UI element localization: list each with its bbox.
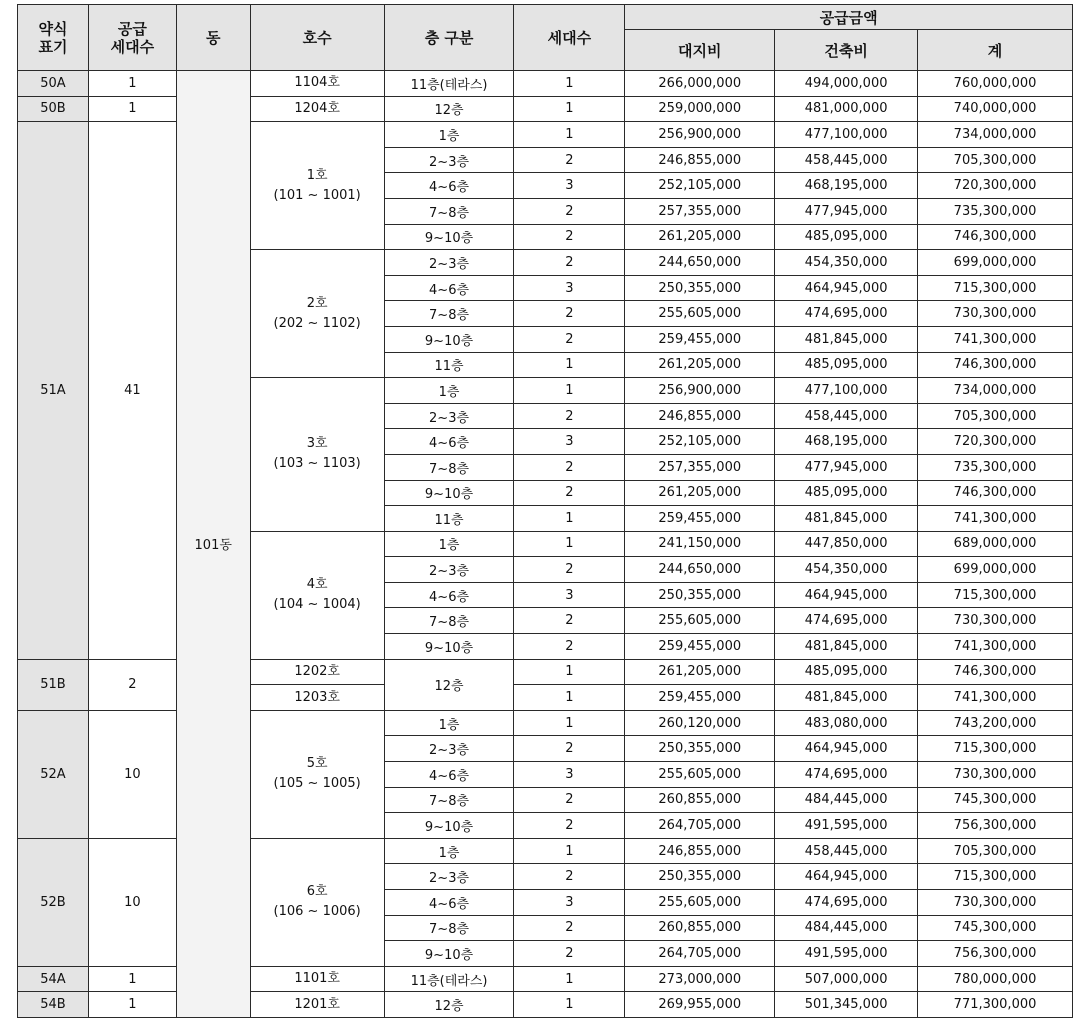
households-cell: 3: [514, 429, 625, 455]
households-cell: 1: [514, 838, 625, 864]
type-cell: 50B: [18, 96, 89, 122]
total-price-cell: 741,300,000: [918, 634, 1073, 660]
land-price-cell: 257,355,000: [625, 198, 775, 224]
supply-units-cell: 10: [88, 710, 176, 838]
unit-cell: [250, 685, 384, 711]
unit-cell: [250, 250, 384, 378]
unit-label: 1101호: [294, 971, 340, 987]
households-cell: 1: [514, 531, 625, 557]
land-price-cell: 255,605,000: [625, 301, 775, 327]
total-price-cell: 740,000,000: [918, 96, 1073, 122]
header-total: 계: [918, 30, 1073, 71]
households-cell: 1: [514, 71, 625, 97]
building-price-cell: 484,445,000: [775, 915, 918, 941]
unit-label: 2호: [306, 295, 328, 311]
households-cell: 2: [514, 250, 625, 276]
households-cell: 2: [514, 326, 625, 352]
land-price-cell: 256,900,000: [625, 378, 775, 404]
land-price-cell: 250,355,000: [625, 864, 775, 890]
total-price-cell: 720,300,000: [918, 173, 1073, 199]
building-price-cell: 477,100,000: [775, 122, 918, 148]
households-cell: 1: [514, 378, 625, 404]
supply-units-cell: 1: [88, 96, 176, 122]
building-price-cell: 458,445,000: [775, 838, 918, 864]
land-price-cell: 246,855,000: [625, 147, 775, 173]
land-price-cell: 255,605,000: [625, 890, 775, 916]
total-price-cell: 746,300,000: [918, 352, 1073, 378]
supply-units-cell: 2: [88, 659, 176, 710]
total-price-cell: 715,300,000: [918, 582, 1073, 608]
households-cell: 3: [514, 275, 625, 301]
supply-price-table: [17, 4, 1073, 1018]
total-price-cell: 720,300,000: [918, 429, 1073, 455]
unit-label: 4호: [306, 577, 328, 593]
floor-cell: 1층: [384, 378, 514, 404]
floor-cell: 4~6층: [384, 582, 514, 608]
total-price-cell: 699,000,000: [918, 557, 1073, 583]
floor-cell: 2~3층: [384, 864, 514, 890]
building-price-cell: 454,350,000: [775, 250, 918, 276]
households-cell: 2: [514, 813, 625, 839]
building-price-cell: 464,945,000: [775, 582, 918, 608]
total-price-cell: 741,300,000: [918, 685, 1073, 711]
land-price-cell: 246,855,000: [625, 838, 775, 864]
land-price-cell: 252,105,000: [625, 173, 775, 199]
total-price-cell: 689,000,000: [918, 531, 1073, 557]
total-price-cell: 735,300,000: [918, 454, 1073, 480]
header-unit: 호수: [250, 5, 384, 71]
dong-cell: 101동: [176, 71, 250, 1018]
floor-cell: 9~10층: [384, 326, 514, 352]
building-price-cell: 491,595,000: [775, 941, 918, 967]
total-price-cell: 771,300,000: [918, 992, 1073, 1018]
building-price-cell: 464,945,000: [775, 275, 918, 301]
unit-cell: [250, 659, 384, 685]
type-cell: 51A: [18, 122, 89, 659]
building-price-cell: 491,595,000: [775, 813, 918, 839]
header-price: 공급금액: [625, 5, 1073, 30]
total-price-cell: 756,300,000: [918, 941, 1073, 967]
unit-range: (106 ~ 1006): [273, 904, 361, 920]
unit-label: 1204호: [294, 100, 340, 116]
unit-label: 1104호: [294, 75, 340, 91]
floor-cell: 11층: [384, 352, 514, 378]
table-row: [18, 659, 1073, 685]
households-cell: 2: [514, 403, 625, 429]
table-row: [18, 71, 1073, 97]
building-price-cell: 468,195,000: [775, 173, 918, 199]
table-row: [18, 966, 1073, 992]
unit-label: 1203호: [294, 689, 340, 705]
land-price-cell: 252,105,000: [625, 429, 775, 455]
total-price-cell: 735,300,000: [918, 198, 1073, 224]
unit-cell: [250, 378, 384, 532]
supply-units-cell: 1: [88, 992, 176, 1018]
total-price-cell: 705,300,000: [918, 838, 1073, 864]
type-cell: 50A: [18, 71, 89, 97]
floor-cell: 2~3층: [384, 403, 514, 429]
households-cell: 1: [514, 992, 625, 1018]
land-price-cell: 259,455,000: [625, 634, 775, 660]
households-cell: 1: [514, 966, 625, 992]
land-price-cell: 255,605,000: [625, 608, 775, 634]
building-price-cell: 485,095,000: [775, 659, 918, 685]
households-cell: 1: [514, 710, 625, 736]
total-price-cell: 760,000,000: [918, 71, 1073, 97]
building-price-cell: 501,345,000: [775, 992, 918, 1018]
floor-cell: 2~3층: [384, 557, 514, 583]
unit-cell: [250, 531, 384, 659]
building-price-cell: 477,945,000: [775, 198, 918, 224]
total-price-cell: 780,000,000: [918, 966, 1073, 992]
floor-cell: 12층: [384, 659, 514, 710]
header-building: 건축비: [775, 30, 918, 71]
households-cell: 3: [514, 582, 625, 608]
building-price-cell: 481,845,000: [775, 506, 918, 532]
total-price-cell: 730,300,000: [918, 762, 1073, 788]
land-price-cell: 244,650,000: [625, 557, 775, 583]
floor-cell: 4~6층: [384, 429, 514, 455]
land-price-cell: 261,205,000: [625, 659, 775, 685]
floor-cell: 7~8층: [384, 198, 514, 224]
total-price-cell: 741,300,000: [918, 506, 1073, 532]
total-price-cell: 730,300,000: [918, 301, 1073, 327]
building-price-cell: 447,850,000: [775, 531, 918, 557]
households-cell: 2: [514, 301, 625, 327]
table-row: [18, 122, 1073, 148]
households-cell: 1: [514, 122, 625, 148]
floor-cell: 11층(테라스): [384, 966, 514, 992]
land-price-cell: 269,955,000: [625, 992, 775, 1018]
total-price-cell: 730,300,000: [918, 608, 1073, 634]
unit-range: (104 ~ 1004): [273, 597, 361, 613]
supply-units-cell: 41: [88, 122, 176, 659]
floor-cell: 9~10층: [384, 941, 514, 967]
total-price-cell: 730,300,000: [918, 890, 1073, 916]
type-cell: 52A: [18, 710, 89, 838]
floor-cell: 9~10층: [384, 480, 514, 506]
land-price-cell: 257,355,000: [625, 454, 775, 480]
floor-cell: 12층: [384, 992, 514, 1018]
land-price-cell: 259,455,000: [625, 506, 775, 532]
floor-cell: 9~10층: [384, 813, 514, 839]
floor-cell: 1층: [384, 122, 514, 148]
households-cell: 2: [514, 147, 625, 173]
floor-cell: 4~6층: [384, 890, 514, 916]
total-price-cell: 741,300,000: [918, 326, 1073, 352]
building-price-cell: 454,350,000: [775, 557, 918, 583]
building-price-cell: 474,695,000: [775, 890, 918, 916]
floor-cell: 4~6층: [384, 275, 514, 301]
households-cell: 2: [514, 915, 625, 941]
total-price-cell: 715,300,000: [918, 864, 1073, 890]
land-price-cell: 261,205,000: [625, 352, 775, 378]
unit-cell: [250, 992, 384, 1018]
floor-cell: 2~3층: [384, 147, 514, 173]
land-price-cell: 250,355,000: [625, 582, 775, 608]
total-price-cell: 743,200,000: [918, 710, 1073, 736]
building-price-cell: 481,845,000: [775, 634, 918, 660]
land-price-cell: 261,205,000: [625, 224, 775, 250]
floor-cell: 9~10층: [384, 634, 514, 660]
households-cell: 1: [514, 352, 625, 378]
unit-cell: [250, 966, 384, 992]
building-price-cell: 481,845,000: [775, 326, 918, 352]
header-supply-units-label: 공급 세대수: [110, 19, 155, 56]
floor-cell: 12층: [384, 96, 514, 122]
land-price-cell: 266,000,000: [625, 71, 775, 97]
type-cell: 52B: [18, 838, 89, 966]
land-price-cell: 250,355,000: [625, 736, 775, 762]
floor-cell: 7~8층: [384, 787, 514, 813]
floor-cell: 11층: [384, 506, 514, 532]
building-price-cell: 507,000,000: [775, 966, 918, 992]
building-price-cell: 484,445,000: [775, 787, 918, 813]
supply-units-cell: 1: [88, 966, 176, 992]
households-cell: 2: [514, 864, 625, 890]
land-price-cell: 264,705,000: [625, 813, 775, 839]
table-body: [18, 71, 1073, 1018]
building-price-cell: 474,695,000: [775, 762, 918, 788]
land-price-cell: 256,900,000: [625, 122, 775, 148]
total-price-cell: 715,300,000: [918, 275, 1073, 301]
households-cell: 2: [514, 634, 625, 660]
table-row: [18, 992, 1073, 1018]
header-dong: 동: [176, 5, 250, 71]
land-price-cell: 241,150,000: [625, 531, 775, 557]
land-price-cell: 246,855,000: [625, 403, 775, 429]
land-price-cell: 260,120,000: [625, 710, 775, 736]
households-cell: 1: [514, 659, 625, 685]
building-price-cell: 474,695,000: [775, 608, 918, 634]
building-price-cell: 481,845,000: [775, 685, 918, 711]
households-cell: 2: [514, 608, 625, 634]
building-price-cell: 464,945,000: [775, 864, 918, 890]
supply-units-cell: 10: [88, 838, 176, 966]
unit-range: (105 ~ 1005): [273, 776, 361, 792]
total-price-cell: 715,300,000: [918, 736, 1073, 762]
building-price-cell: 477,945,000: [775, 454, 918, 480]
floor-cell: 1층: [384, 838, 514, 864]
unit-label: 3호: [306, 436, 328, 452]
type-cell: 54A: [18, 966, 89, 992]
header-type: [18, 5, 89, 71]
total-price-cell: 734,000,000: [918, 378, 1073, 404]
table-row: [18, 710, 1073, 736]
floor-cell: 7~8층: [384, 608, 514, 634]
total-price-cell: 705,300,000: [918, 403, 1073, 429]
floor-cell: 11층(테라스): [384, 71, 514, 97]
unit-cell: [250, 122, 384, 250]
building-price-cell: 483,080,000: [775, 710, 918, 736]
land-price-cell: 259,455,000: [625, 685, 775, 711]
households-cell: 3: [514, 173, 625, 199]
households-cell: 2: [514, 480, 625, 506]
floor-cell: 7~8층: [384, 301, 514, 327]
households-cell: 2: [514, 557, 625, 583]
floor-cell: 1층: [384, 531, 514, 557]
unit-label: 1201호: [294, 996, 340, 1012]
unit-cell: [250, 96, 384, 122]
building-price-cell: 494,000,000: [775, 71, 918, 97]
floor-cell: 2~3층: [384, 250, 514, 276]
total-price-cell: 734,000,000: [918, 122, 1073, 148]
households-cell: 2: [514, 224, 625, 250]
land-price-cell: 244,650,000: [625, 250, 775, 276]
floor-cell: 1층: [384, 710, 514, 736]
households-cell: 2: [514, 198, 625, 224]
building-price-cell: 458,445,000: [775, 403, 918, 429]
floor-cell: 4~6층: [384, 762, 514, 788]
unit-range: (202 ~ 1102): [273, 315, 361, 331]
header-land: 대지비: [625, 30, 775, 71]
table-row: [18, 96, 1073, 122]
total-price-cell: 756,300,000: [918, 813, 1073, 839]
floor-cell: 7~8층: [384, 915, 514, 941]
unit-label: 6호: [306, 884, 328, 900]
unit-range: (103 ~ 1103): [273, 456, 361, 472]
unit-label: 1202호: [294, 663, 340, 679]
total-price-cell: 746,300,000: [918, 480, 1073, 506]
households-cell: 2: [514, 941, 625, 967]
total-price-cell: 745,300,000: [918, 787, 1073, 813]
building-price-cell: 481,000,000: [775, 96, 918, 122]
unit-label: 1호: [306, 167, 328, 183]
land-price-cell: 259,000,000: [625, 96, 775, 122]
land-price-cell: 260,855,000: [625, 787, 775, 813]
land-price-cell: 255,605,000: [625, 762, 775, 788]
land-price-cell: 264,705,000: [625, 941, 775, 967]
building-price-cell: 477,100,000: [775, 378, 918, 404]
households-cell: 1: [514, 96, 625, 122]
land-price-cell: 259,455,000: [625, 326, 775, 352]
supply-units-cell: 1: [88, 71, 176, 97]
floor-cell: 7~8층: [384, 454, 514, 480]
unit-label: 5호: [306, 756, 328, 772]
building-price-cell: 485,095,000: [775, 352, 918, 378]
building-price-cell: 474,695,000: [775, 301, 918, 327]
land-price-cell: 273,000,000: [625, 966, 775, 992]
total-price-cell: 746,300,000: [918, 659, 1073, 685]
header-type-label: 약식 표기: [38, 19, 68, 56]
households-cell: 3: [514, 890, 625, 916]
total-price-cell: 746,300,000: [918, 224, 1073, 250]
land-price-cell: 261,205,000: [625, 480, 775, 506]
floor-cell: 9~10층: [384, 224, 514, 250]
total-price-cell: 705,300,000: [918, 147, 1073, 173]
households-cell: 2: [514, 787, 625, 813]
header-supply-units: [88, 5, 176, 71]
building-price-cell: 464,945,000: [775, 736, 918, 762]
land-price-cell: 260,855,000: [625, 915, 775, 941]
building-price-cell: 468,195,000: [775, 429, 918, 455]
building-price-cell: 485,095,000: [775, 480, 918, 506]
header-households: 세대수: [514, 5, 625, 71]
header-floor: 층 구분: [384, 5, 514, 71]
households-cell: 2: [514, 736, 625, 762]
unit-cell: [250, 710, 384, 838]
households-cell: 3: [514, 762, 625, 788]
total-price-cell: 699,000,000: [918, 250, 1073, 276]
building-price-cell: 458,445,000: [775, 147, 918, 173]
households-cell: 2: [514, 454, 625, 480]
type-cell: 54B: [18, 992, 89, 1018]
building-price-cell: 485,095,000: [775, 224, 918, 250]
unit-range: (101 ~ 1001): [273, 187, 361, 203]
type-cell: 51B: [18, 659, 89, 710]
table-row: [18, 838, 1073, 864]
households-cell: 1: [514, 685, 625, 711]
land-price-cell: 250,355,000: [625, 275, 775, 301]
total-price-cell: 745,300,000: [918, 915, 1073, 941]
unit-cell: [250, 838, 384, 966]
unit-cell: [250, 71, 384, 97]
households-cell: 1: [514, 506, 625, 532]
floor-cell: 4~6층: [384, 173, 514, 199]
floor-cell: 2~3층: [384, 736, 514, 762]
